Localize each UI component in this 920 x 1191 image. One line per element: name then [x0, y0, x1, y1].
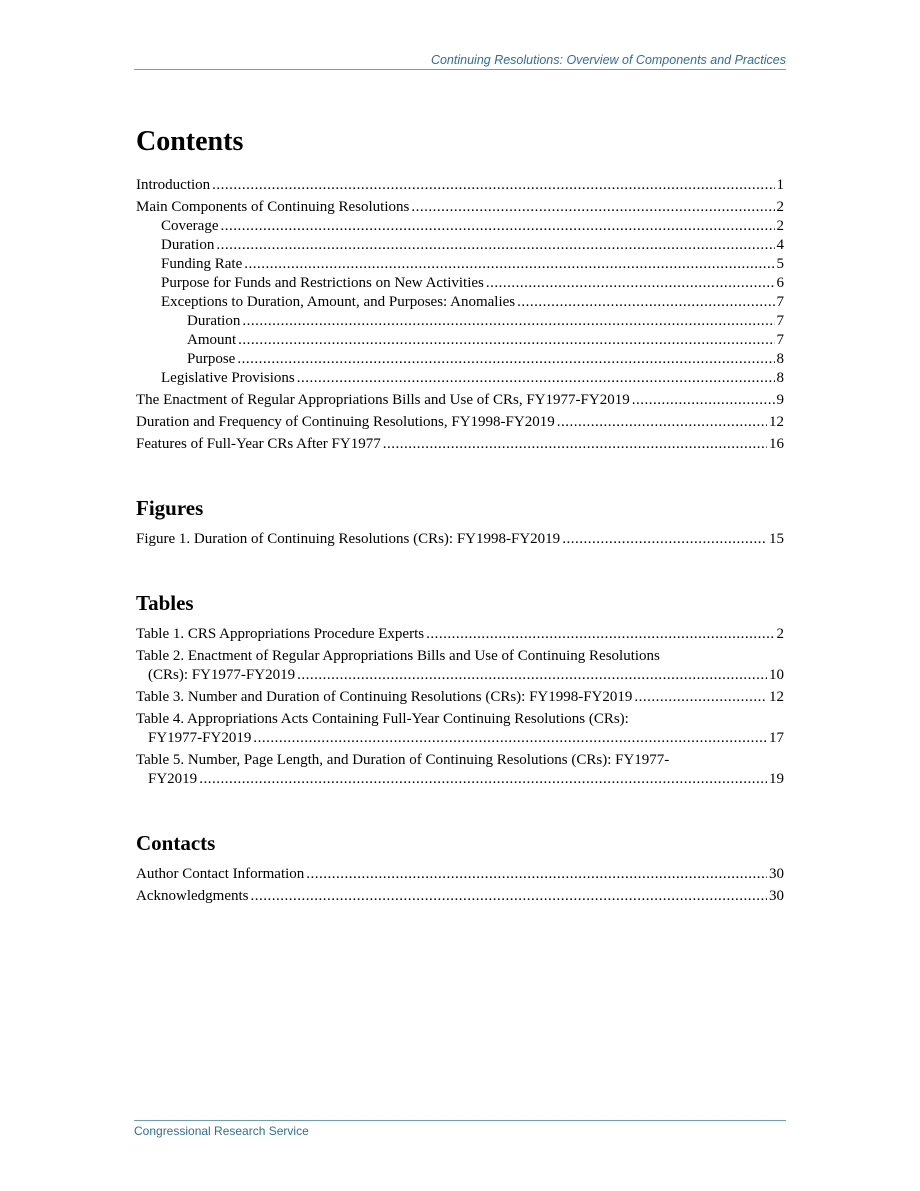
toc-entry-label-continued: FY1977-FY2019	[148, 730, 252, 746]
toc-entry-page: 15	[769, 531, 784, 547]
toc-entry-label: Main Components of Continuing Resolutions	[136, 199, 410, 215]
toc-entry-label: The Enactment of Regular Appropriations Bills and Use of CRs, FY1977-FY2019	[136, 392, 630, 408]
toc-entry-page: 7	[776, 294, 784, 310]
toc-entry-label: Purpose for Funds and Restrictions on New Activities	[161, 275, 484, 291]
toc-entry-label: Duration	[161, 237, 215, 253]
toc-entry-label: Author Contact Information	[136, 866, 305, 882]
toc-entry-page: 30	[769, 866, 784, 882]
toc-entry-page: 30	[769, 888, 784, 904]
table-of-contents	[136, 122, 784, 946]
toc-entry-table-1[interactable]	[136, 625, 784, 644]
toc-entry-table-4[interactable]	[136, 710, 784, 748]
toc-entry-purpose-for-funds[interactable]	[136, 274, 784, 293]
toc-entry-label: Exceptions to Duration, Amount, and Purposes: Anomalies	[161, 294, 516, 310]
toc-entry-page: 12	[769, 414, 784, 430]
contacts-section	[136, 829, 784, 906]
toc-entry-page: 7	[776, 313, 784, 329]
toc-entry-acknowledgments[interactable]	[136, 887, 784, 906]
toc-entry-table-2[interactable]	[136, 647, 784, 685]
toc-entry-label: Table 4. Appropriations Acts Containing Full-Year Continuing Resolutions (CRs):	[136, 711, 629, 727]
contacts-heading: Contacts	[136, 831, 216, 855]
toc-entry-page: 12	[769, 689, 784, 705]
toc-entry-legislative-provisions[interactable]	[136, 369, 784, 388]
toc-entry-table-3[interactable]	[136, 688, 784, 707]
toc-entry-label-continued: (CRs): FY1977-FY2019	[148, 667, 296, 683]
toc-entry-label: Amount	[187, 332, 237, 348]
toc-entry-enactment[interactable]	[136, 391, 784, 410]
toc-entry-funding-rate[interactable]	[136, 255, 784, 274]
toc-entry-label: Features of Full-Year CRs After FY1977	[136, 436, 381, 452]
toc-entry-author-contact[interactable]	[136, 865, 784, 884]
toc-entry-label: Figure 1. Duration of Continuing Resolutions (CRs): FY1998-FY2019	[136, 531, 561, 547]
toc-entry-anomalies-purpose[interactable]	[136, 350, 784, 369]
toc-entry-label: Legislative Provisions	[161, 370, 295, 386]
toc-entry-coverage[interactable]	[136, 217, 784, 236]
toc-entry-page: 19	[769, 771, 784, 787]
toc-entry-label: Purpose	[187, 351, 236, 367]
toc-entry-page: 5	[776, 256, 784, 272]
contents-heading: Contents	[136, 126, 244, 157]
toc-entry-duration[interactable]	[136, 236, 784, 255]
contents-section	[136, 122, 784, 454]
toc-entry-label: Acknowledgments	[136, 888, 249, 904]
toc-entry-page: 1	[776, 177, 784, 193]
toc-entry-full-year-crs[interactable]	[136, 435, 784, 454]
toc-entry-label: Introduction	[136, 177, 211, 193]
toc-entry-label: Duration and Frequency of Continuing Resolutions, FY1998-FY2019	[136, 414, 555, 430]
toc-entry-duration-frequency[interactable]	[136, 413, 784, 432]
footer-org: Congressional Research Service	[134, 1124, 309, 1138]
toc-entry-page: 4	[776, 237, 784, 253]
toc-entry-table-5[interactable]	[136, 751, 784, 789]
toc-entry-label: Table 5. Number, Page Length, and Duration of Continuing Resolutions (CRs): FY1977-	[136, 752, 670, 768]
toc-entry-label: Duration	[187, 313, 241, 329]
toc-entry-label-continued: FY2019	[148, 771, 198, 787]
toc-entry-page: 16	[769, 436, 784, 452]
toc-entry-page: 9	[776, 392, 784, 408]
tables-section	[136, 589, 784, 789]
toc-entry-anomalies-amount[interactable]	[136, 331, 784, 350]
toc-entry-label: Table 2. Enactment of Regular Appropriations Bills and Use of Continuing Resolutions	[136, 648, 660, 664]
toc-entry-page: 2	[776, 199, 784, 215]
figures-section	[136, 494, 784, 549]
toc-entry-anomalies-duration[interactable]	[136, 312, 784, 331]
toc-entry-figure-1[interactable]	[136, 530, 784, 549]
toc-entry-page: 6	[776, 275, 784, 291]
toc-entry-page: 17	[769, 730, 784, 746]
toc-entry-label: Funding Rate	[161, 256, 243, 272]
figures-heading: Figures	[136, 496, 204, 520]
running-header: Continuing Resolutions: Overview of Components and Practices	[134, 53, 786, 70]
toc-entry-label: Coverage	[161, 218, 219, 234]
toc-entry-page: 2	[776, 218, 784, 234]
toc-entry-label: Table 3. Number and Duration of Continuing Resolutions (CRs): FY1998-FY2019	[136, 689, 633, 705]
page-footer	[134, 1120, 786, 1138]
toc-entry-page: 10	[769, 667, 784, 683]
toc-entry-introduction[interactable]	[136, 176, 784, 195]
toc-entry-page: 2	[776, 626, 784, 642]
toc-entry-anomalies[interactable]	[136, 293, 784, 312]
toc-entry-main-components[interactable]	[136, 198, 784, 217]
toc-entry-page: 8	[776, 351, 784, 367]
tables-heading: Tables	[136, 591, 194, 615]
toc-entry-page: 7	[776, 332, 784, 348]
toc-entry-page: 8	[776, 370, 784, 386]
toc-entry-label: Table 1. CRS Appropriations Procedure Experts	[136, 626, 425, 642]
